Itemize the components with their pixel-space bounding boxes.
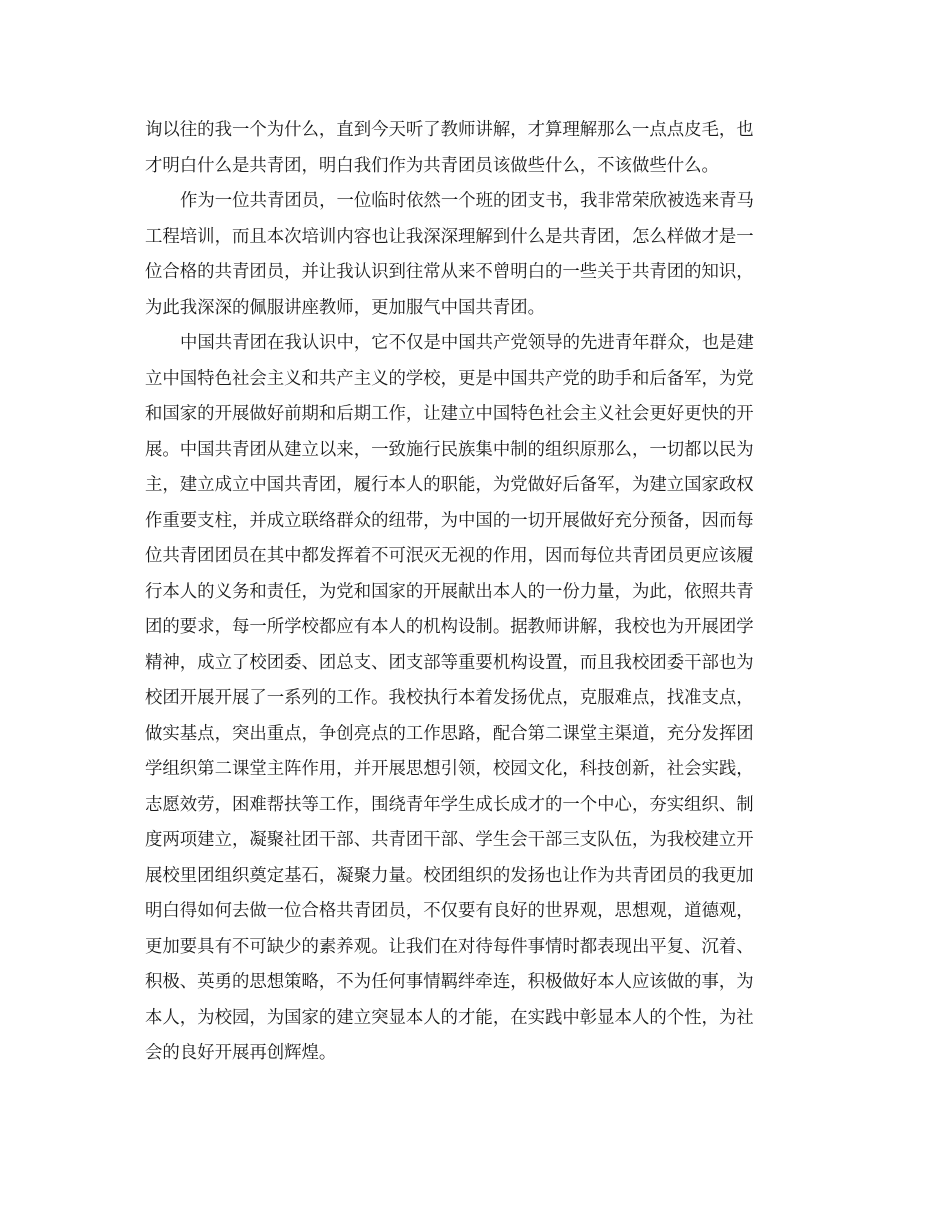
text-line: 本人，为校园，为国家的建立突显本人的才能，在实践中彰显本人的个性，为社	[145, 1007, 754, 1028]
text-line: 位合格的共青团员，并让我认识到往常从来不曾明白的一些关于共青团的知识，	[145, 262, 754, 282]
text-line: 行本人的义务和责任，为党和国家的开展献出本人的一份力量，为此，依照共青	[145, 581, 754, 602]
text-line: 才明白什么是共青团，明白我们作为共青团员该做些什么，不该做些什么。	[145, 155, 719, 176]
text-line: 和国家的开展做好前期和后期工作，让建立中国特色社会主义社会更好更快的开	[145, 404, 754, 424]
text-line: 作重要支柱，并成立联络群众的纽带，为中国的一切开展做好充分预备，因而每	[145, 510, 754, 531]
body-text	[145, 113, 805, 1072]
text-line: 团的要求，每一所学校都应有本人的机构设制。据教师讲解，我校也为开展团学	[145, 617, 754, 637]
text-line: 立中国特色社会主义和共产主义的学校，更是中国共产党的助手和后备军，为党	[145, 368, 754, 389]
text-line: 询以往的我一个为什么，直到今天听了教师讲解，才算理解那么一点点皮毛，也	[145, 120, 754, 140]
text-line: 校团开展开展了一系列的工作。我校执行本着发扬优点，克服难点，找准支点，	[145, 688, 754, 708]
text-line: 作为一位共青团员，一位临时依然一个班的团支书，我非常荣欣被选来青马	[180, 191, 754, 211]
text-line: 积极、英勇的思想策略，不为任何事情羁绊牵连，积极做好本人应该做的事，为	[145, 972, 754, 992]
text-line: 主，建立成立中国共青团，履行本人的职能，为党做好后备军，为建立国家政权	[145, 475, 754, 495]
text-line: 为此我深深的佩服讲座教师，更加服气中国共青团。	[145, 297, 545, 318]
text-line: 工程培训，而且本次培训内容也让我深深理解到什么是共青团，怎么样做才是一	[145, 226, 754, 247]
text-line: 位共青团团员在其中都发挥着不可泯灭无视的作用，因而每位共青团员更应该履	[145, 546, 754, 566]
text-line: 明白得如何去做一位合格共青团员，不仅要有良好的世界观，思想观，道德观，	[145, 901, 754, 921]
text-line: 志愿效劳，困难帮扶等工作，围绕青年学生成长成才的一个中心，夯实组织、制	[145, 794, 754, 815]
text-line: 精神，成立了校团委、团总支、团支部等重要机构设置，而且我校团委干部也为	[145, 652, 754, 673]
text-line: 展校里团组织奠定基石，凝聚力量。校团组织的发扬也让作为共青团员的我更加	[145, 865, 754, 886]
text-line: 更加要具有不可缺少的素养观。让我们在对待每件事情时都表现出平复、沉着、	[145, 936, 754, 957]
text-line: 做实基点，突出重点，争创亮点的工作思路，配合第二课堂主渠道，充分发挥团	[145, 723, 754, 744]
text-line: 中国共青团在我认识中，它不仅是中国共产党领导的先进青年群众，也是建	[180, 333, 754, 353]
text-line: 会的良好开展再创辉煌。	[145, 1043, 337, 1063]
text-line: 展。中国共青团从建立以来，一致施行民族集中制的组织原那么，一切都以民为	[145, 439, 754, 460]
text-line: 学组织第二课堂主阵作用，并开展思想引领，校园文化，科技创新，社会实践，	[145, 759, 754, 779]
text-line: 度两项建立，凝聚社团干部、共青团干部、学生会干部三支队伍，为我校建立开	[145, 830, 754, 850]
